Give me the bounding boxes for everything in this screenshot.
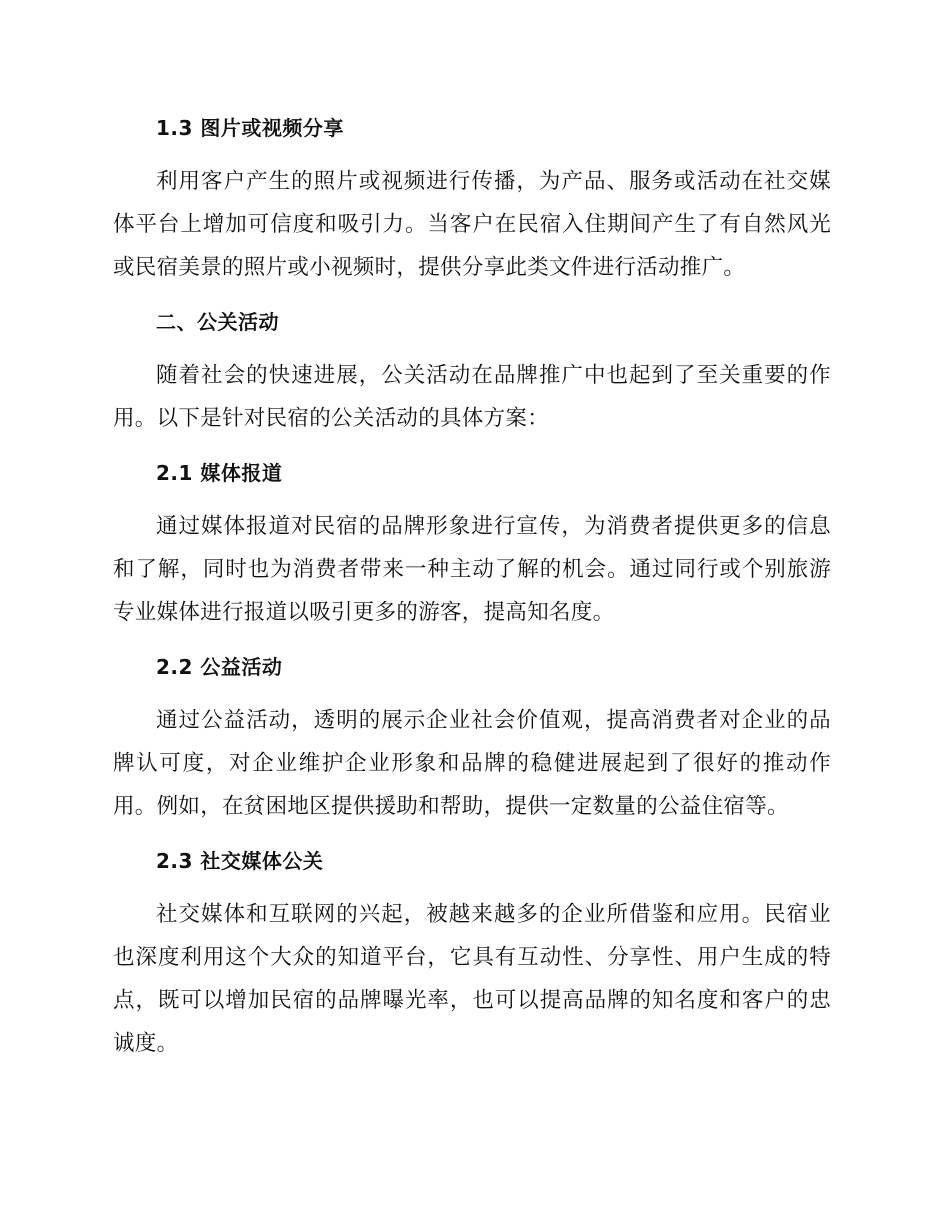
section-paragraph-public-relations: 随着社会的快速进展，公关活动在品牌推广中也起到了至关重要的作用。以下是针对民宿的公关活动的具体方案： — [113, 363, 831, 431]
section-paragraph-1-3: 利用客户产生的照片或视频进行传播，为产品、服务或活动在社交媒体平台上增加可信度和吸引力。当客户在民宿入住期间产生了有自然风光或民宿美景的照片或小视频时，提供分享此类文件进行活动推广。 — [113, 169, 831, 280]
section-heading-public-relations: 二、公关活动 — [156, 310, 279, 334]
section-heading-2-3: 2.3 社交媒体公关 — [156, 849, 324, 873]
section-paragraph-2-2: 通过公益活动，透明的展示企业社会价值观，提高消费者对企业的品牌认可度，对企业维护企业形象和品牌的稳健进展起到了很好的推动作用。例如，在贫困地区提供援助和帮助，提供一定数量的公益住宿等。 — [113, 708, 831, 819]
section-heading-2-2: 2.2 公益活动 — [156, 655, 283, 679]
section-paragraph-2-3: 社交媒体和互联网的兴起，被越来越多的企业所借鉴和应用。民宿业也深度利用这个大众的知道平台，它具有互动性、分享性、用户生成的特点，既可以增加民宿的品牌曝光率，也可以提高品牌的知名度和客户的忠诚度。 — [113, 902, 831, 1056]
section-paragraph-2-1: 通过媒体报道对民宿的品牌形象进行宣传，为消费者提供更多的信息和了解，同时也为消费者带来一种主动了解的机会。通过同行或个别旅游专业媒体进行报道以吸引更多的游客，提高知名度。 — [113, 514, 831, 625]
section-heading-2-1: 2.1 媒体报道 — [156, 461, 283, 485]
document-page — [113, 108, 831, 1065]
section-heading-1-3: 1.3 图片或视频分享 — [156, 116, 344, 140]
